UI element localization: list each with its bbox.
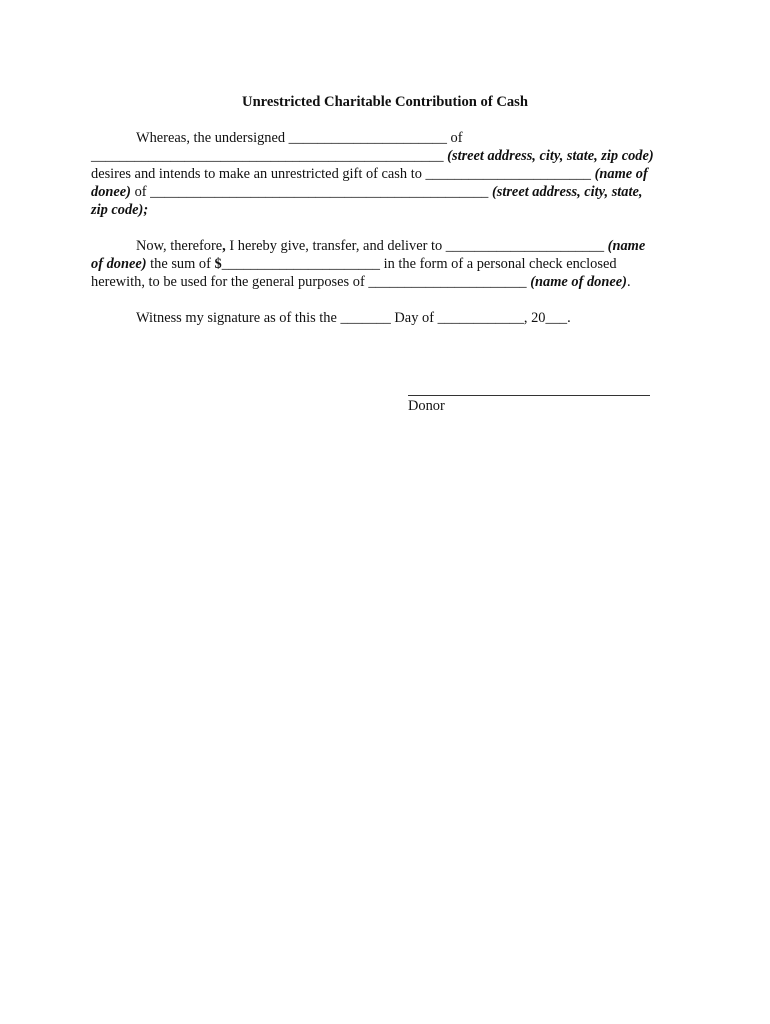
para2-line2: [91, 255, 617, 273]
para2-line3-text: herewith, to be used for the general purposes of ______________________: [91, 274, 531, 290]
para1-line2-italic: (street address, city, state, zip code): [447, 148, 654, 164]
para2-line2-text-a: the sum of: [146, 256, 215, 272]
para3-line1: [136, 309, 571, 327]
para1-line3-italic: (name of: [594, 166, 648, 182]
para2-line1-text-c: I hereby give, transfer, and deliver to ______________________: [225, 238, 608, 254]
para1-line4: [91, 183, 642, 201]
para2-line1: [136, 237, 645, 255]
para1-line5: [91, 201, 148, 219]
para1-line1: [136, 129, 463, 147]
para1-line4-text: of _______________________________________________: [130, 184, 492, 200]
para1-line4-italic1: donee): [91, 184, 131, 200]
para2-line1-italic: (name: [607, 238, 646, 254]
para1-line1-text: Whereas, the undersigned ______________________ of: [136, 130, 463, 146]
para1-line5-italic: zip code);: [91, 202, 149, 218]
document-title: Unrestricted Charitable Contribution of Cash: [242, 94, 528, 110]
signature-label: Donor: [408, 398, 445, 414]
para2-line1-comma: ,: [222, 238, 226, 254]
para1-line2-text: _________________________________________________: [91, 148, 448, 164]
para2-line2-text-b: ______________________ in the form of a personal check enclosed: [221, 256, 617, 272]
para2-line3-italic: (name of donee): [530, 274, 627, 290]
para1-line4-italic2: (street address, city, state,: [491, 184, 643, 200]
para2-line3-period: .: [626, 274, 631, 290]
para2-line2-italic: of donee): [91, 256, 147, 272]
para3-line1-text: Witness my signature as of this the _______ Day of ____________, 20___.: [136, 310, 571, 326]
para1-line3-text: desires and intends to make an unrestricted gift of cash to _______________________: [91, 166, 595, 182]
para1-line2: [91, 147, 654, 165]
para2-line2-dollar: $: [214, 256, 222, 272]
para1-line3: [91, 165, 648, 183]
para2-line3: [91, 273, 631, 291]
para2-line1-text-a: Now, therefore: [136, 238, 223, 254]
signature-line: [408, 395, 650, 396]
